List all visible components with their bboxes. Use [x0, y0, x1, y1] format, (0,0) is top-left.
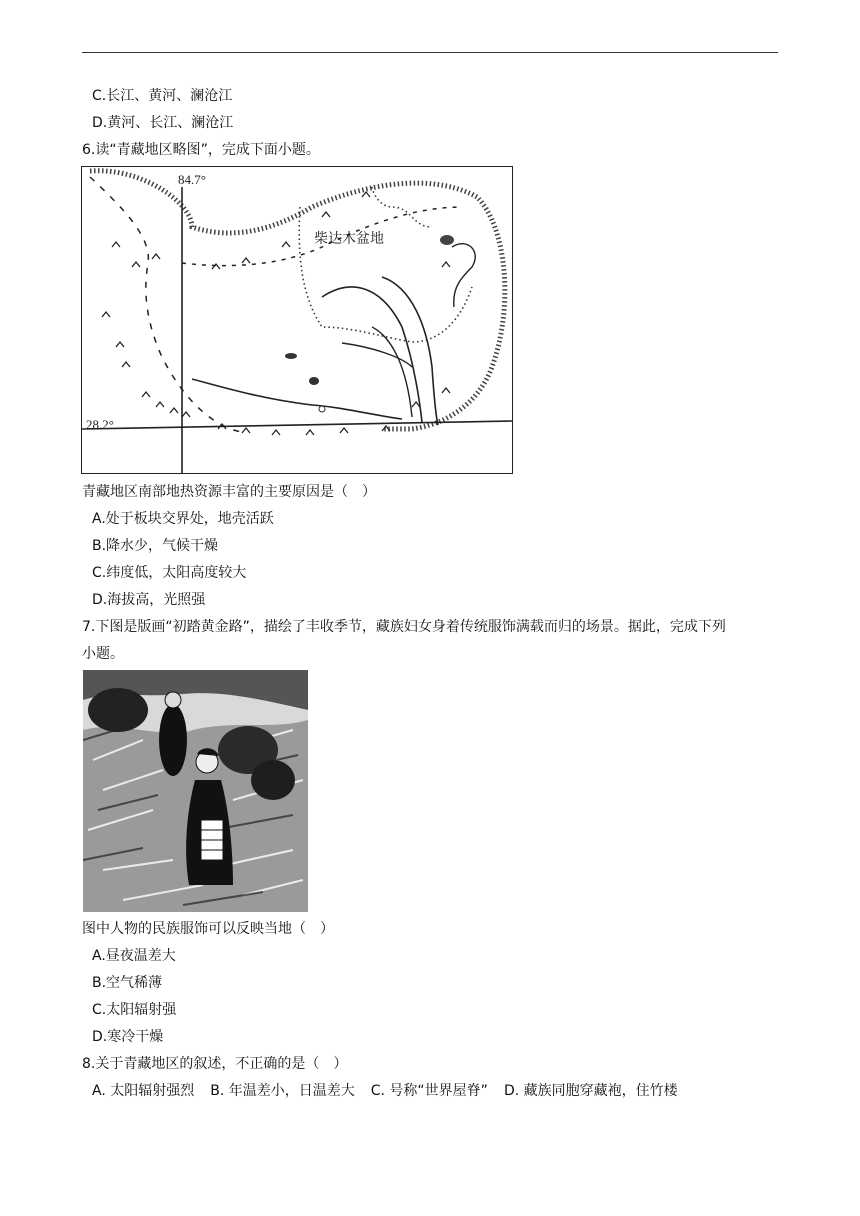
- q7-stem-line2: 小题。: [82, 646, 124, 662]
- q7-stem-line1: 7.下图是版画“初踏黄金路”，描绘了丰收季节，藏族妇女身着传统服饰满载而归的场景。据此，完成下列: [82, 619, 726, 635]
- latitude-label: 28.2°: [86, 417, 114, 432]
- q7-option-c[interactable]: C.太阳辐射强: [92, 1002, 177, 1018]
- q6-option-a[interactable]: A.处于板块交界处，地壳活跃: [92, 511, 274, 527]
- q5-option-c[interactable]: C.长江、黄河、澜沧江: [92, 88, 233, 104]
- q6-stem: 6.读“青藏地区略图”，完成下面小题。: [82, 142, 320, 158]
- q7-option-b[interactable]: B.空气稀薄: [92, 975, 163, 991]
- q8-stem: 8.关于青藏地区的叙述，不正确的是（ ）: [82, 1056, 348, 1072]
- q8-option-b[interactable]: B. 年温差小，日温差大: [210, 1083, 355, 1099]
- header-rule: [82, 52, 778, 53]
- q6-question: 青藏地区南部地热资源丰富的主要原因是（ ）: [82, 484, 376, 500]
- q5-option-d[interactable]: D.黄河、长江、澜沧江: [92, 115, 234, 131]
- q7-option-a[interactable]: A.昼夜温差大: [92, 948, 176, 964]
- q8-options-row: [92, 1082, 678, 1100]
- q6-option-d[interactable]: D.海拔高，光照强: [92, 592, 206, 608]
- longitude-label: 84.7°: [178, 172, 206, 187]
- q6-option-b[interactable]: B.降水少，气候干燥: [92, 538, 219, 554]
- qaidam-basin-label: 柴达木盆地: [314, 231, 384, 247]
- qinghai-tibet-map: [81, 166, 513, 474]
- woodcut-print-image: [83, 670, 308, 912]
- q6-option-c[interactable]: C.纬度低，太阳高度较大: [92, 565, 247, 581]
- q8-option-c[interactable]: C. 号称“世界屋脊”: [370, 1083, 488, 1099]
- q8-option-d[interactable]: D. 藏族同胞穿藏袍，住竹楼: [503, 1083, 678, 1099]
- q8-option-a[interactable]: A. 太阳辐射强烈: [92, 1083, 195, 1099]
- q7-option-d[interactable]: D.寒冷干燥: [92, 1029, 164, 1045]
- q7-question: 图中人物的民族服饰可以反映当地（ ）: [82, 921, 334, 937]
